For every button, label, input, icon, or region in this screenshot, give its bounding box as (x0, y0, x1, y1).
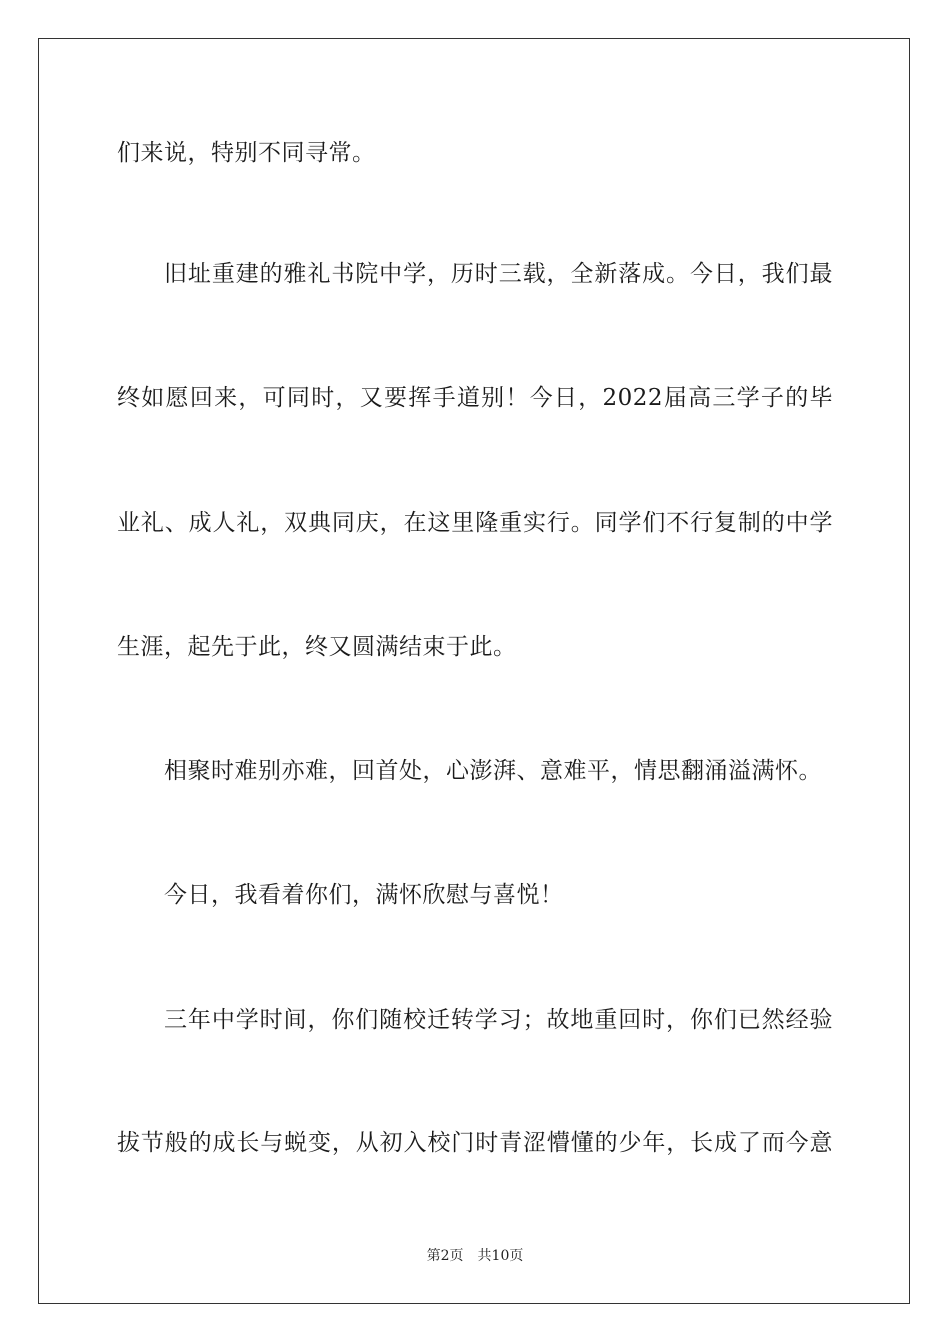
paragraph-line: 三年中学时间，你们随校迁转学习；故地重回时，你们已然经验 (164, 1007, 833, 1033)
paragraph-line: 生涯，起先于此，终又圆满结束于此。 (117, 634, 517, 660)
page-number: 第2页 (426, 1248, 464, 1264)
paragraph-line: 今日，我看着你们，满怀欣慰与喜悦！ (164, 882, 564, 908)
page-footer (0, 1247, 950, 1265)
page-border (38, 38, 910, 1304)
paragraph-line: 终如愿回来，可同时，又要挥手道别！今日，2022届高三学子的毕 (117, 385, 833, 411)
paragraph-line: 相聚时难别亦难，回首处，心澎湃、意难平，情思翻涌溢满怀。 (164, 758, 822, 784)
paragraph-line: 拔节般的成长与蜕变，从初入校门时青涩懵懂的少年，长成了而今意 (117, 1130, 833, 1156)
paragraph-line: 旧址重建的雅礼书院中学，历时三载，全新落成。今日，我们最 (164, 261, 833, 287)
page-total: 共10页 (477, 1248, 524, 1264)
paragraph-line: 业礼、成人礼，双典同庆，在这里隆重实行。同学们不行复制的中学 (117, 510, 833, 536)
paragraph-line: 们来说，特别不同寻常。 (117, 140, 376, 166)
